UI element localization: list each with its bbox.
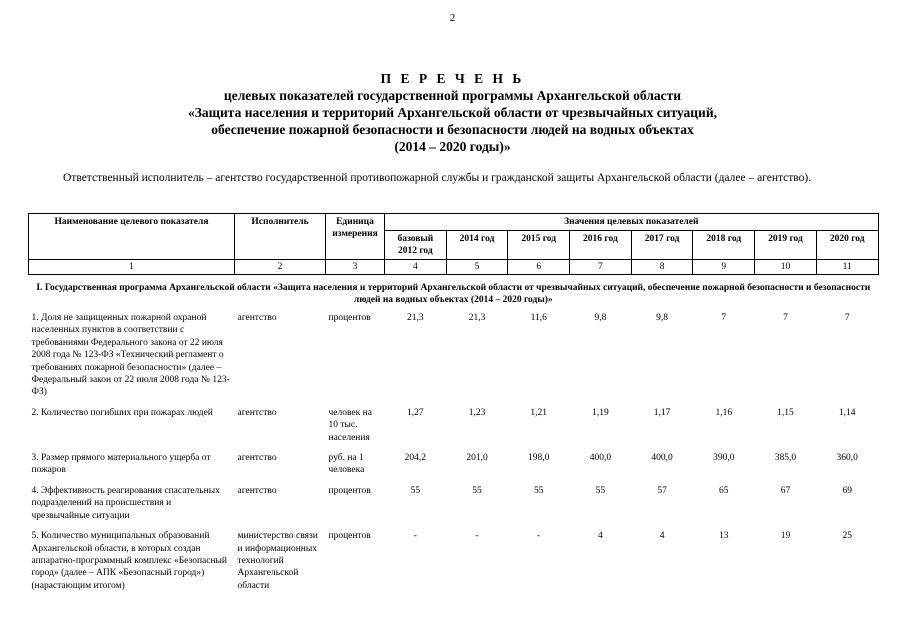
value-cell: 55 <box>472 485 482 496</box>
value-cell: 7 <box>721 313 727 323</box>
column-number: 6 <box>508 260 570 275</box>
value-cell: 1,21 <box>530 407 548 418</box>
value-cell: 21,3 <box>468 313 486 323</box>
value-cell: 4 <box>598 531 603 542</box>
column-number: 3 <box>326 260 385 275</box>
header-year: 2015 год <box>508 231 570 260</box>
value-cell: 390,0 <box>713 453 735 464</box>
document-title <box>0 70 905 155</box>
indicator-name: 3. Размер прямого материального ущерба от пожаров <box>31 453 211 476</box>
column-number: 7 <box>570 260 632 275</box>
value-cell: 21,3 <box>407 313 424 323</box>
value-cell: 1,14 <box>838 407 856 418</box>
header-year: 2014 год <box>446 231 508 260</box>
indicator-name: 5. Количество муниципальных образований Архангельской области, в которых создан аппаратно-программный комплекс «Безопасный город» (далее – АПК «Безопасный город») (нарастающим итогом) <box>31 531 228 591</box>
value-cell: 360,0 <box>836 453 858 464</box>
header-year: 2019 год <box>755 231 817 260</box>
section-heading: I. Государственная программа Архангельской области «Защита населения и территорий Архангельской области от чрезвычайных ситуаций, обеспечение пожарной безопасности и безопасности людей на водных объектах (2014 – 2020 годы)» <box>36 283 871 305</box>
table-row <box>29 405 879 450</box>
value-cell: 201,0 <box>466 453 488 464</box>
value-cell: 400,0 <box>651 453 673 464</box>
value-cell: 198,0 <box>528 453 550 464</box>
value-cell: 65 <box>719 485 729 496</box>
value-cell: - <box>475 531 479 542</box>
column-number: 11 <box>816 260 878 275</box>
executor-cell: агентство <box>237 453 277 464</box>
value-cell: 385,0 <box>774 453 797 464</box>
title-line-4: обеспечение пожарной безопасности и безопасности людей на водных объектах <box>211 122 694 137</box>
header-year: 2017 год <box>631 231 693 260</box>
value-cell: 55 <box>410 485 421 496</box>
executor-cell: агентство <box>237 407 277 418</box>
title-line-5: (2014 – 2020 годы)» <box>394 139 511 154</box>
title-line-3: «Защита населения и территорий Архангельской области от чрезвычайных ситуаций, <box>188 105 717 120</box>
column-number: 5 <box>446 260 508 275</box>
value-cell: 400,0 <box>589 453 612 464</box>
responsible-executor-text: Ответственный исполнитель – агентство государственной противопожарной службы и гражданской защиты Архангельской области (далее – агентство). <box>63 172 812 184</box>
column-number: 10 <box>755 260 817 275</box>
value-cell: 204,2 <box>404 453 427 464</box>
unit-cell: процентов <box>328 313 371 323</box>
value-cell: 13 <box>719 531 729 542</box>
value-cell: - <box>537 531 541 542</box>
value-cell: 67 <box>780 485 791 496</box>
value-cell: 1,23 <box>468 407 486 418</box>
table-row <box>29 483 879 528</box>
column-number: 4 <box>385 260 447 275</box>
value-cell: 11,6 <box>530 313 547 323</box>
value-cell: 1,17 <box>653 407 671 418</box>
title-line-1: П Е Р Е Ч Е Н Ь <box>380 71 525 86</box>
header-year: 2018 год <box>693 231 755 260</box>
value-cell: - <box>413 531 417 542</box>
executor-cell: агентство <box>237 485 277 496</box>
value-cell: 9,8 <box>594 313 607 323</box>
column-number: 9 <box>693 260 755 275</box>
column-number: 8 <box>631 260 693 275</box>
value-cell: 25 <box>842 531 852 542</box>
title-line-2: целевых показателей государственной программы Архангельской области <box>223 88 682 103</box>
value-cell: 9,8 <box>656 313 669 323</box>
value-cell: 7 <box>844 313 850 323</box>
value-cell: 55 <box>595 485 606 496</box>
value-cell: 1,27 <box>407 407 424 418</box>
value-cell: 1,15 <box>777 407 794 418</box>
table-row <box>29 528 879 598</box>
value-cell: 1,19 <box>592 407 609 418</box>
unit-cell: процентов <box>328 531 371 542</box>
unit-cell: руб. на 1 человека <box>328 453 365 476</box>
unit-cell: процентов <box>328 485 371 496</box>
value-cell: 55 <box>533 485 544 496</box>
header-indicator: Наименование целевого показателя <box>29 214 235 260</box>
executor-cell: министерство связи и информационных технологий Архангельской области <box>237 531 318 591</box>
indicator-name: 4. Эффективность реагирования спасательных подразделений на происшествия и чрезвычайные ситуации <box>31 485 220 521</box>
executor-cell: агентство <box>237 313 277 323</box>
header-unit: Единица измерения <box>326 214 385 260</box>
table-row <box>29 450 879 483</box>
unit-cell: человек на 10 тыс. населения <box>328 407 372 443</box>
header-values-group: Значения целевых показателей <box>385 214 879 231</box>
value-cell: 4 <box>659 531 665 542</box>
header-year: 2016 год <box>570 231 632 260</box>
indicator-name: 2. Количество погибших при пожарах людей <box>31 407 213 418</box>
header-executor: Исполнитель <box>235 214 326 260</box>
column-number: 2 <box>235 260 326 275</box>
header-year: базовый 2012 год <box>385 231 447 260</box>
column-number: 1 <box>29 260 235 275</box>
value-cell: 7 <box>783 313 788 323</box>
page-number: 2 <box>449 12 456 24</box>
header-year: 2020 год <box>816 231 878 260</box>
indicator-name: 1. Доля не защищенных пожарной охраной населенных пунктов в соответствии с требованиями Федерального закона от 22 июля 2008 года № 123-ФЗ «Технический регламент о требованиях пожарной безопасности» (далее – Федеральный закон от 22 июля 2008 года № 123-ФЗ) <box>31 313 230 398</box>
value-cell: 1,16 <box>715 407 733 418</box>
indicators-table <box>28 213 879 598</box>
value-cell: 69 <box>842 485 852 496</box>
value-cell: 19 <box>780 531 791 542</box>
value-cell: 57 <box>657 485 667 496</box>
table-row <box>29 310 879 405</box>
